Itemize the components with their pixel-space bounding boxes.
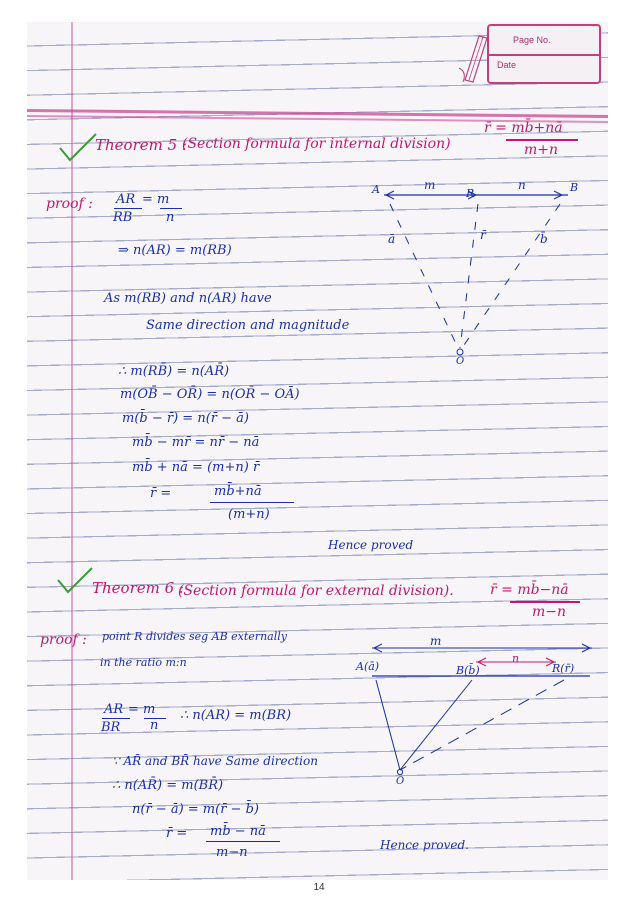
diagram2-origin: O bbox=[396, 776, 405, 787]
theorem2-result-lhs: r̄ = bbox=[166, 826, 188, 841]
theorem1-title: Theorem 5 : bbox=[95, 136, 187, 154]
diagram2-point-r: R(r̄) bbox=[552, 662, 575, 675]
diagram1-point-b: B bbox=[570, 181, 579, 194]
diagram1-point-a: A bbox=[372, 183, 380, 196]
diagram1-origin: O bbox=[456, 356, 465, 367]
theorem2-ratio-equals: = m bbox=[128, 702, 156, 717]
theorem2-conclusion: Hence proved. bbox=[380, 838, 469, 852]
theorem2-because: ∵ AR̄ and BR̄ have Same direction bbox=[112, 754, 318, 768]
theorem2-ratio-then: ∴ n(AR) = m(BR) bbox=[180, 708, 292, 723]
theorem1-step-2: m(OB̄ − OR̄) = n(OR̄ − OĀ) bbox=[120, 387, 300, 402]
theorem2-title: Theorem 6 : bbox=[92, 579, 184, 597]
page-number: 14 bbox=[313, 882, 325, 893]
theorem2-proof-label: proof : bbox=[40, 632, 87, 648]
theorem2-ratio-numerator: AR bbox=[104, 702, 124, 717]
theorem2-result-numerator: mb̄ − nā bbox=[210, 824, 266, 839]
theorem1-formula-numerator: r̄ = mb̄+nā bbox=[484, 120, 563, 136]
theorem2-result-denominator: m−n bbox=[216, 845, 248, 860]
diagram2-point-a: A(ā) bbox=[356, 660, 380, 673]
theorem2-proof-line1: point R divides seg AB externally bbox=[102, 630, 287, 643]
diagram1-segment-m: m bbox=[424, 178, 436, 192]
theorem1-step-3: m(b̄ − r̄) = n(r̄ − ā) bbox=[122, 411, 249, 426]
theorem1-formula-denominator: m+n bbox=[524, 142, 559, 158]
theorem1-conclusion: Hence proved bbox=[328, 538, 414, 552]
diagram2-segment-m: m bbox=[430, 634, 442, 648]
theorem2-proof-line2: in the ratio m:n bbox=[100, 656, 187, 669]
theorem1-step-4: mb̄ − mr̄ = nr̄ − nā bbox=[132, 435, 260, 450]
theorem2-formula-numerator: r̄ = mb̄−nā bbox=[490, 582, 569, 598]
theorem2-formula-denominator: m−n bbox=[532, 604, 567, 620]
theorem1-ratio-equals: = m bbox=[142, 192, 170, 207]
theorem1-result-denominator: (m+n) bbox=[228, 507, 270, 522]
diagram2-segment-n: n bbox=[512, 652, 520, 665]
diagram1-vector-a: ā bbox=[388, 232, 396, 246]
date-label: Date bbox=[497, 60, 517, 70]
theorem1-ratio-denominator-n: n bbox=[166, 210, 175, 225]
diagram1-point-r: R bbox=[466, 187, 475, 200]
theorem1-step-5: mb̄ + nā = (m+n) r̄ bbox=[132, 460, 260, 475]
diagram1-vector-b: b̄ bbox=[540, 232, 548, 246]
page-no-label: Page No. bbox=[513, 35, 551, 45]
theorem2-subtitle: (Section formula for external division). bbox=[178, 583, 454, 599]
diagram1-segment-n: n bbox=[518, 178, 526, 192]
theorem1-proof-label: proof : bbox=[46, 196, 93, 212]
diagram2-point-b: B(b̄) bbox=[456, 664, 480, 677]
theorem1-as-line1: As m(RB) and n(AR) have bbox=[104, 291, 272, 306]
theorem1-result-numerator: mb̄+nā bbox=[214, 484, 262, 499]
theorem2-step-2: n(r̄ − ā) = m(r̄ − b̄) bbox=[132, 802, 259, 817]
theorem1-as-line2: Same direction and magnitude bbox=[146, 318, 350, 333]
theorem2-ratio-denominator-n: n bbox=[150, 718, 159, 733]
theorem1-ratio-denominator: RB bbox=[113, 210, 133, 225]
theorem1-subtitle: (Section formula for internal division) bbox=[182, 136, 451, 152]
theorem1-implies-line: ⇒ n(AR) = m(RB) bbox=[118, 243, 232, 258]
theorem2-ratio-denominator: BR bbox=[101, 720, 121, 735]
diagram1-vector-r: r̄ bbox=[480, 228, 486, 242]
theorem1-result-lhs: r̄ = bbox=[150, 486, 172, 501]
theorem1-step-1: ∴ m(RB̄) = n(AR̄) bbox=[118, 364, 230, 379]
theorem1-ratio-numerator: AR bbox=[116, 192, 136, 207]
theorem2-step-1: ∴ n(AR̄) = m(BR̄) bbox=[112, 778, 224, 793]
